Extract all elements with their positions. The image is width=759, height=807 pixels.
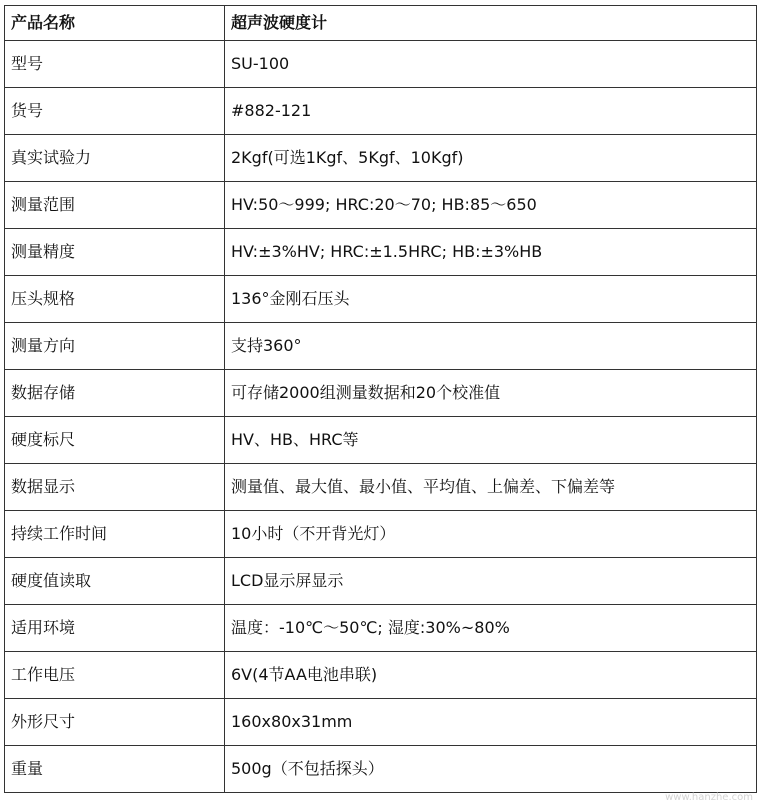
row-label-cell: 测量范围 (5, 182, 225, 229)
row-value-cell: 测量值、最大值、最小值、平均值、上偏差、下偏差等 (225, 464, 757, 511)
row-label-cell: 持续工作时间 (5, 511, 225, 558)
row-value-cell: HV:±3%HV; HRC:±1.5HRC; HB:±3%HB (225, 229, 757, 276)
table-row (5, 511, 757, 558)
row-value-cell: 6V(4节AA电池串联) (225, 652, 757, 699)
row-value-cell: #882-121 (225, 88, 757, 135)
row-value-cell: 2Kgf(可选1Kgf、5Kgf、10Kgf) (225, 135, 757, 182)
row-label-cell: 真实试验力 (5, 135, 225, 182)
row-label-cell: 测量精度 (5, 229, 225, 276)
table-row (5, 229, 757, 276)
row-label-cell: 重量 (5, 746, 225, 793)
spec-table (4, 5, 757, 793)
watermark-text: www.hanzhe.com (665, 792, 753, 803)
table-row (5, 652, 757, 699)
table-row (5, 605, 757, 652)
row-label-cell: 工作电压 (5, 652, 225, 699)
table-row (5, 417, 757, 464)
row-label-cell: 货号 (5, 88, 225, 135)
row-label-cell: 外形尺寸 (5, 699, 225, 746)
table-row (5, 276, 757, 323)
row-value-cell: HV、HB、HRC等 (225, 417, 757, 464)
row-value-cell: 10小时（不开背光灯） (225, 511, 757, 558)
table-row (5, 558, 757, 605)
row-label-cell: 型号 (5, 41, 225, 88)
row-label-cell: 压头规格 (5, 276, 225, 323)
row-value-cell: HV:50～999; HRC:20～70; HB:85～650 (225, 182, 757, 229)
table-row (5, 182, 757, 229)
table-row (5, 323, 757, 370)
header-label-cell: 产品名称 (5, 6, 225, 41)
table-row (5, 746, 757, 793)
row-value-cell: LCD显示屏显示 (225, 558, 757, 605)
row-label-cell: 适用环境 (5, 605, 225, 652)
row-value-cell: 136°金刚石压头 (225, 276, 757, 323)
row-value-cell: 支持360° (225, 323, 757, 370)
row-label-cell: 测量方向 (5, 323, 225, 370)
table-header-row (5, 6, 757, 41)
row-value-cell: SU-100 (225, 41, 757, 88)
table-row (5, 699, 757, 746)
table-row (5, 464, 757, 511)
table-row (5, 370, 757, 417)
table-row (5, 88, 757, 135)
row-value-cell: 160x80x31mm (225, 699, 757, 746)
header-value-cell: 超声波硬度计 (225, 6, 757, 41)
row-label-cell: 数据存储 (5, 370, 225, 417)
row-label-cell: 硬度标尺 (5, 417, 225, 464)
table-row (5, 41, 757, 88)
row-label-cell: 数据显示 (5, 464, 225, 511)
row-value-cell: 可存储2000组测量数据和20个校准值 (225, 370, 757, 417)
row-value-cell: 500g（不包括探头） (225, 746, 757, 793)
row-value-cell: 温度：-10℃～50℃; 湿度:30%~80% (225, 605, 757, 652)
row-label-cell: 硬度值读取 (5, 558, 225, 605)
table-row (5, 135, 757, 182)
